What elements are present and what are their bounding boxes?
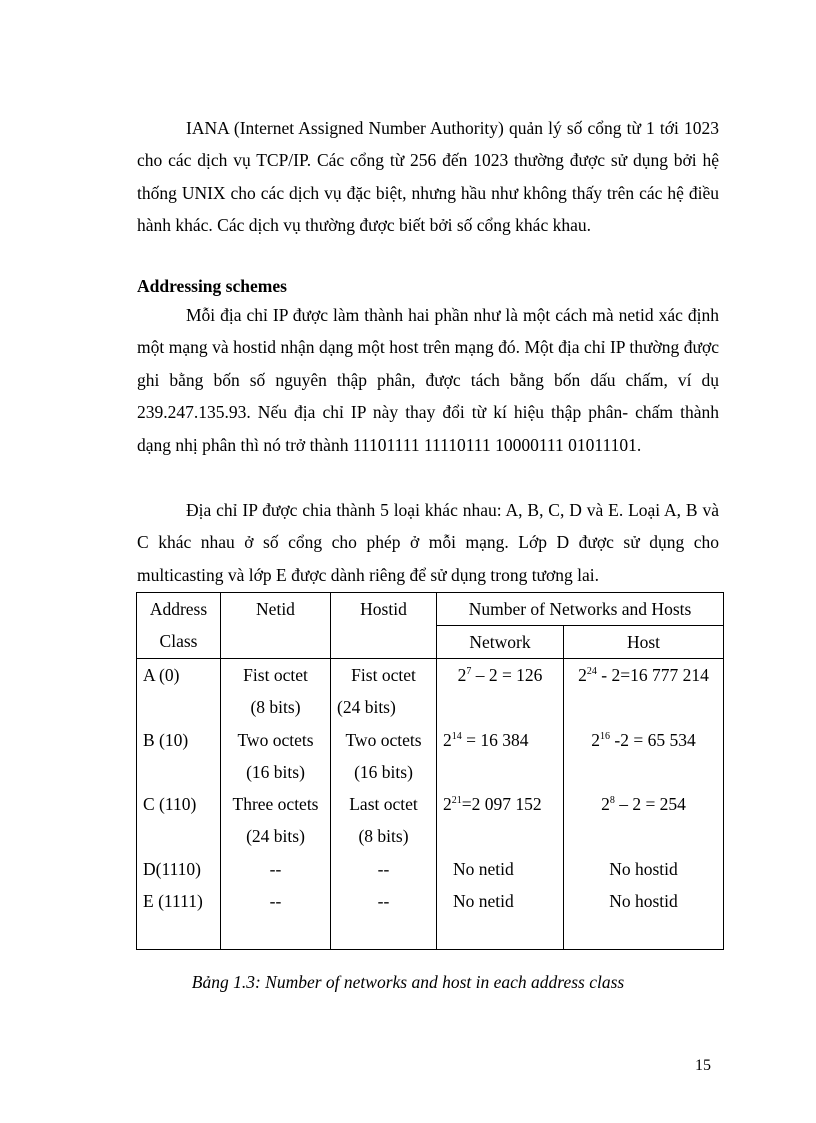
hostid-column: Fist octet (24 bits) Two octets (16 bits) Last octet (8 bits) -- --	[331, 659, 437, 950]
section-heading: Addressing schemes	[137, 276, 287, 296]
paragraph-ip-address: Mỗi địa chỉ IP được làm thành hai phần như là một cách mà netid xác định một mạng và hostid nhận dạng một host trên mạng đó. Một địa chỉ IP thường được ghi bằng bốn số nguyên thập phân, được tách bằng bốn dấu chấm, ví dụ 239.247.135.93. Nếu địa chỉ IP này thay đổi từ kí hiệu thập phân- chấm thành dạng nhị phân thì nó trở thành 11101111 11110111 10000111 01011101.	[137, 305, 719, 455]
class-column: A (0) B (10) C (110) D(1110) E (1111)	[137, 659, 221, 950]
header-netid: Netid	[221, 593, 331, 659]
page-number: 15	[695, 1057, 711, 1074]
paragraph-port-numbers: IANA (Internet Assigned Number Authority) quản lý số cổng từ 1 tới 1023 cho các dịch vụ TCP/IP. Các cổng từ 256 đến 1023 thường được sử dụng bởi hệ thống UNIX cho các dịch vụ đặc biệt, nhưng hầu như không thấy trên các hệ điều hành khác. Các dịch vụ thường được biết bởi số cổng khác khau.	[137, 118, 719, 236]
host-value-c: $2^8 - 2 = 254$	[601, 794, 686, 815]
host-column: $2^{24} - 2=16$ 777 214 $2^{16}$ -2 = 65 534 $2^8 - 2 = 254$ No hostid No hostid	[564, 659, 724, 950]
table-header-row	[137, 593, 724, 626]
paragraph-address-classes: Địa chỉ IP được chia thành 5 loại khác nhau: A, B, C, D và E. Loại A, B và C khác nhau ở số cổng cho phép ở mỗi mạng. Lớp D được sử dụng cho multicasting và lớp E được dành riêng để sử dụng trong tương lai.	[137, 500, 719, 585]
network-value-b: $2^{14} = 16$ 384	[443, 729, 529, 750]
header-hostid: Hostid	[331, 593, 437, 659]
header-number-networks-hosts: Number of Networks and Hosts	[437, 593, 724, 626]
host-value-b: $2^{16}$ -2 = 65 534	[591, 729, 696, 750]
network-value-c: $2^{21}=2$ 097 152	[443, 794, 542, 815]
header-host: Host	[564, 626, 724, 659]
network-value-a: $2^7 - 2 = 126$	[457, 665, 543, 685]
table-body-row	[137, 659, 724, 950]
table-caption: Bảng 1.3: Number of networks and host in each address class	[191, 972, 625, 992]
address-class-table	[136, 592, 724, 950]
host-value-a: $2^{24} - 2=16$ 777 214	[578, 665, 709, 685]
netid-column: Fist octet (8 bits) Two octets (16 bits) Three octets (24 bits) -- --	[221, 659, 331, 950]
header-network: Network	[437, 626, 564, 659]
header-address-class: Address Class	[137, 593, 221, 659]
network-column: $2^7 - 2 = 126$ $2^{14} = 16$ 384 $2^{21}=2$ 097 152 No netid No netid	[437, 659, 564, 950]
